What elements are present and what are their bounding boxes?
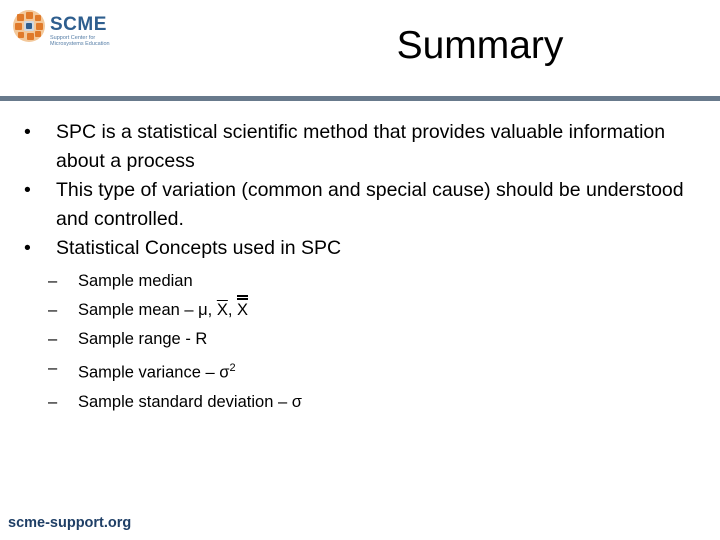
globe-logo-icon <box>12 9 46 43</box>
sub-bullet-item <box>48 388 700 417</box>
dash-icon: – <box>48 330 58 348</box>
dash-icon: – <box>48 301 58 319</box>
dash-icon: – <box>48 272 58 290</box>
slide-title: Summary <box>396 24 564 67</box>
bullet-text: SPC is a statistical scientific method that provides valuable information about a process <box>56 121 666 172</box>
dash-icon: – <box>48 392 58 411</box>
sub-bullet-list <box>48 267 700 417</box>
sub-bullet-text: Sample median <box>78 272 193 290</box>
dash-icon: – <box>48 359 58 377</box>
bullet-text: This type of variation (common and special cause) should be understood and controlled. <box>56 179 684 230</box>
footer-url: scme-support.org <box>8 515 132 531</box>
x-bar-symbol: $\overline{X}$ <box>216 301 228 319</box>
logo-tagline-line2: Microsystems Education <box>50 41 110 47</box>
slide-body <box>20 118 700 417</box>
bullet-text: Statistical Concepts used in SPC <box>56 237 342 259</box>
title-divider <box>0 96 720 101</box>
logo-tagline <box>50 35 110 47</box>
separator: , <box>227 301 238 319</box>
bullet-icon: • <box>24 237 31 259</box>
sub-bullet-text: Sample mean – <box>78 301 199 319</box>
sub-bullet-text: Sample variance – <box>78 363 220 382</box>
sub-bullet-item <box>48 296 700 325</box>
logo-brand: SCME <box>50 14 107 35</box>
mu-symbol: μ <box>198 301 208 319</box>
bullet-item <box>20 234 700 263</box>
sub-bullet-text: Sample range - R <box>78 330 208 348</box>
sigma-symbol: σ <box>291 392 302 411</box>
x-double-bar-symbol: X <box>237 296 248 325</box>
superscript-two: 2 <box>229 362 236 374</box>
logo-tagline-line1: Support Center for <box>50 35 96 41</box>
scme-logo <box>10 6 115 48</box>
sub-bullet-text: Sample standard deviation – <box>78 392 292 411</box>
sub-bullet-item <box>48 354 700 388</box>
bullet-item <box>20 118 700 176</box>
sigma-symbol: σ <box>219 363 230 382</box>
separator: , <box>207 301 217 319</box>
sub-bullet-item <box>48 325 700 354</box>
sub-bullet-item <box>48 267 700 296</box>
bullet-item <box>20 176 700 234</box>
bullet-icon: • <box>24 121 31 143</box>
bullet-icon: • <box>24 179 31 201</box>
